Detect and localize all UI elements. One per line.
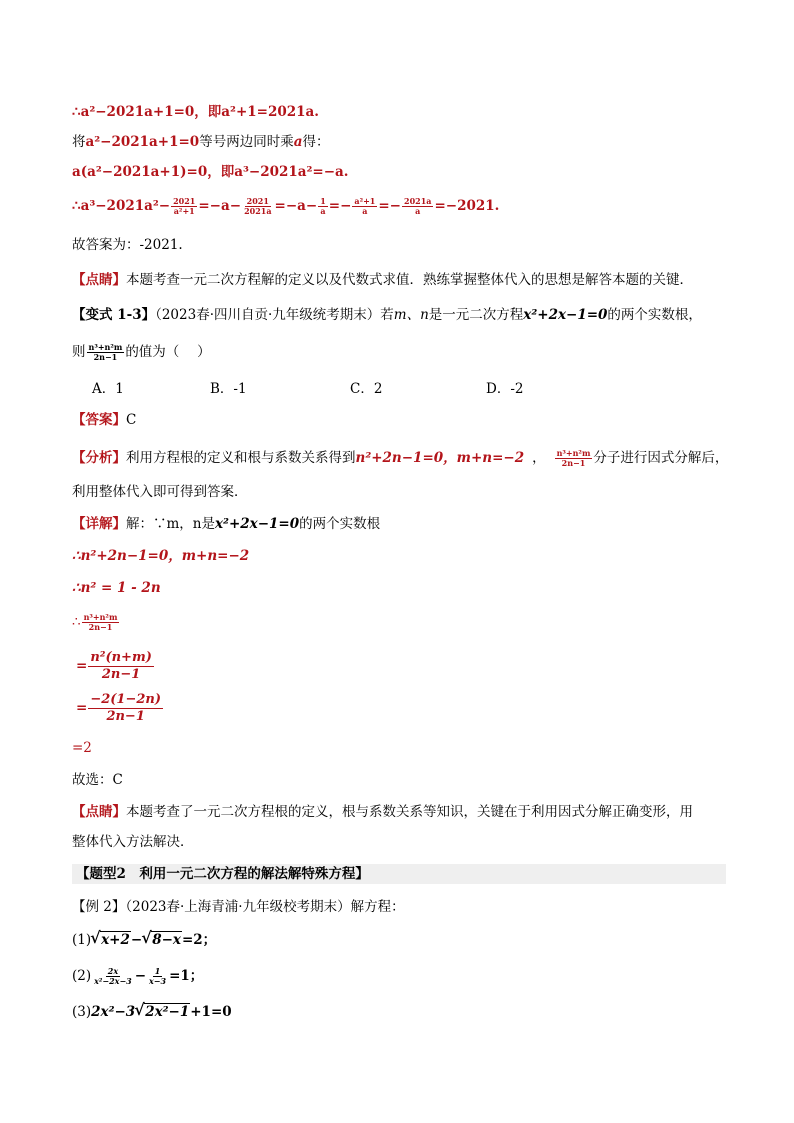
frac-num: 2x: [107, 966, 119, 976]
frac-den: a: [415, 206, 421, 216]
frac-num: 2021: [173, 196, 196, 206]
frac-num: n²(n+m): [90, 650, 152, 665]
example-part-2: (2) $\frac{2x}{\text{x²−2x−3}}$ − $\frac{1}{x-3}$ =1；: [72, 966, 204, 986]
option-a: A．1: [92, 381, 124, 397]
note-2-line-1: [72, 802, 693, 822]
option-c: C．2: [350, 381, 383, 397]
radicand: x+2: [101, 932, 130, 948]
detail-tag: 【详解】: [72, 516, 126, 532]
detail-step-5: = $\frac{-2(1-2n)}{2n-1}$: [76, 692, 161, 724]
answer-block: [72, 410, 136, 430]
part-1-radical-2: [142, 930, 182, 950]
variant-equation: x²+2x−1=0: [523, 307, 608, 323]
analysis-text-2: 分子进行因式分解后，: [593, 450, 729, 466]
analysis-text-1: 利用方程根的定义和根与系数关系得到: [126, 450, 356, 466]
step3-frac: [82, 613, 120, 632]
solution-line-2: [72, 132, 329, 152]
frac-den: a: [320, 206, 326, 216]
detail-intro: [72, 514, 380, 534]
part-1-radical-1: [91, 930, 131, 950]
line4-end: =−2021.: [434, 198, 500, 214]
line4-frac-2: [242, 197, 273, 216]
detail-intro-eq: x²+2x−1=0: [215, 516, 300, 532]
step5-frac: [88, 692, 163, 725]
example-tag: 【例 2】: [72, 899, 126, 915]
part-3-end: +1=0: [190, 1004, 232, 1020]
detail-intro-end: 的两个实数根: [299, 516, 381, 532]
frac-den: 2n−1: [561, 458, 586, 468]
detail-step-4: = $\frac{\text{n²(n+m)}}{2n-1}$: [76, 650, 152, 682]
variant-q-suffix: 的值为（ ）: [125, 344, 211, 360]
frac-num: n³+n²m: [556, 448, 591, 458]
detail-step-1: ∴n²+2n−1=0，m+n=−2: [72, 548, 250, 564]
solution-line-2-end: 得：: [302, 134, 330, 150]
example-source: （2023春·上海青浦·九年级校考期末）解方程：: [125, 899, 405, 915]
analysis-line-2: 利用整体代入即可得到答案．: [72, 484, 248, 500]
example-part-3: [72, 1002, 232, 1022]
line4-frac-4: [352, 197, 377, 216]
variant-vars: m、n: [393, 307, 429, 323]
note-1-text: 本题考查一元二次方程解的定义以及代数式求值．熟练掌握整体代入的思想是解答本题的关键．: [126, 272, 693, 288]
frac-den: 2n−1: [88, 622, 113, 632]
variant-tag: 【变式 1-3】: [72, 307, 156, 323]
frac-num: n³+n²m: [83, 612, 118, 622]
frac-num: a²+1: [354, 196, 376, 206]
frac-num: 2021a: [404, 196, 432, 206]
part-3-radical: [135, 1002, 190, 1022]
solution-line-3: a(a²−2021a+1)=0，即a³−2021a²=−a.: [72, 164, 349, 180]
line4-frac-1: [171, 197, 197, 216]
frac-den: a²+1: [173, 206, 195, 216]
solution-line-4: [72, 196, 499, 216]
frac-num: 2021: [246, 196, 269, 206]
line4-mid-4: =−: [378, 198, 401, 214]
prev-answer: 故答案为：-2021.: [72, 237, 183, 253]
option-d: D．-2: [486, 381, 524, 397]
analysis-frac: [555, 449, 593, 468]
variant-question-line-1: [72, 305, 702, 325]
part-2-frac-2: [147, 967, 168, 986]
analysis-tag: 【分析】: [72, 450, 126, 466]
step3-prefix: ∴: [72, 614, 81, 630]
variant-source: （2023春·四川自贡·九年级统考期末）若: [155, 307, 394, 323]
frac-den: 2n−1: [101, 667, 141, 682]
frac-den: x−3: [149, 976, 167, 986]
line4-start: ∴a³−2021a²−: [72, 198, 171, 214]
variant-q-frac: [87, 343, 125, 362]
part-2-end: =1；: [169, 968, 204, 984]
part-2-label: (2): [72, 968, 92, 984]
frac-num: 1: [154, 966, 161, 976]
analysis-eq-1: n²+2n−1=0，m+n=−2: [355, 450, 525, 466]
example-2-header: [72, 897, 405, 917]
solution-line-2-eq: a²−2021a+1=0: [85, 134, 200, 150]
variant-question-line-2: [72, 342, 211, 362]
solution-line-2-prefix: 将: [72, 134, 86, 150]
frac-den: 2n−1: [106, 709, 145, 724]
line4-mid-3: =−: [328, 198, 352, 214]
detail-step-3: [72, 612, 120, 632]
variant-end: 的两个实数根，: [607, 307, 702, 323]
frac-num: 1: [320, 196, 326, 206]
step4-frac: [88, 650, 154, 683]
line4-frac-3: [318, 197, 328, 216]
note-1-tag: 【点睛】: [72, 272, 126, 288]
solution-line-2-suffix: 等号两边同时乘: [199, 134, 294, 150]
note-2-text-1: 本题考查了一元二次方程根的定义，根与系数关系等知识，关键在于利用因式分解正确变形，用: [126, 804, 693, 820]
part-1-end: =2；: [181, 932, 217, 948]
frac-den: x²−2x−3: [94, 976, 132, 986]
solution-line-2-var: a: [293, 134, 303, 150]
section-title-box: 【题型2 利用一元二次方程的解法解特殊方程】: [72, 864, 726, 884]
answer-tag: 【答案】: [72, 412, 126, 428]
line4-frac-5: [402, 197, 433, 216]
frac-den: 2021a: [244, 206, 272, 216]
variant-q-prefix: 则: [72, 344, 86, 360]
note-1: [72, 270, 693, 290]
radicand: 2x²−1: [145, 1004, 190, 1020]
frac-num: n³+n²m: [88, 342, 123, 352]
option-b: B．-1: [210, 381, 247, 397]
frac-num: −2(1−2n): [90, 692, 161, 707]
note-2-line-2: 整体代入方法解决．: [72, 834, 194, 850]
note-2-tag: 【点睛】: [72, 804, 126, 820]
line4-mid-1: =−a−: [198, 198, 242, 214]
variant-mid: 是一元二次方程: [428, 307, 524, 323]
detail-intro-text: 解：∵m，n是: [126, 516, 215, 532]
part-3-start: 2x²−3: [91, 1004, 136, 1020]
frac-den: a: [362, 206, 368, 216]
detail-step-6: =2: [72, 740, 92, 756]
frac-den: 2n−1: [93, 352, 118, 362]
example-part-1: (1)√ x+2−√ 8−x=2；: [72, 930, 216, 950]
line4-mid-2: =−a−: [274, 198, 318, 214]
detail-step-2: ∴n² = 1 - 2n: [72, 580, 161, 596]
analysis-line-1: 【分析】利用方程根的定义和根与系数关系得到n²+2n−1=0，m+n=−2 ， $\frac{\text{n³+n²m}}{2n-1}$ 分子进行因式分解后，: [72, 448, 729, 468]
detail-choice: 故选：C: [72, 772, 123, 788]
part-2-frac-1: [92, 967, 134, 986]
part-1-label: (1): [72, 932, 92, 948]
part-3-label: (3): [72, 1004, 92, 1020]
answer-value: C: [126, 412, 137, 428]
solution-line-1: ∴a²−2021a+1=0，即a²+1=2021a.: [72, 104, 319, 120]
radicand: 8−x: [152, 932, 181, 948]
